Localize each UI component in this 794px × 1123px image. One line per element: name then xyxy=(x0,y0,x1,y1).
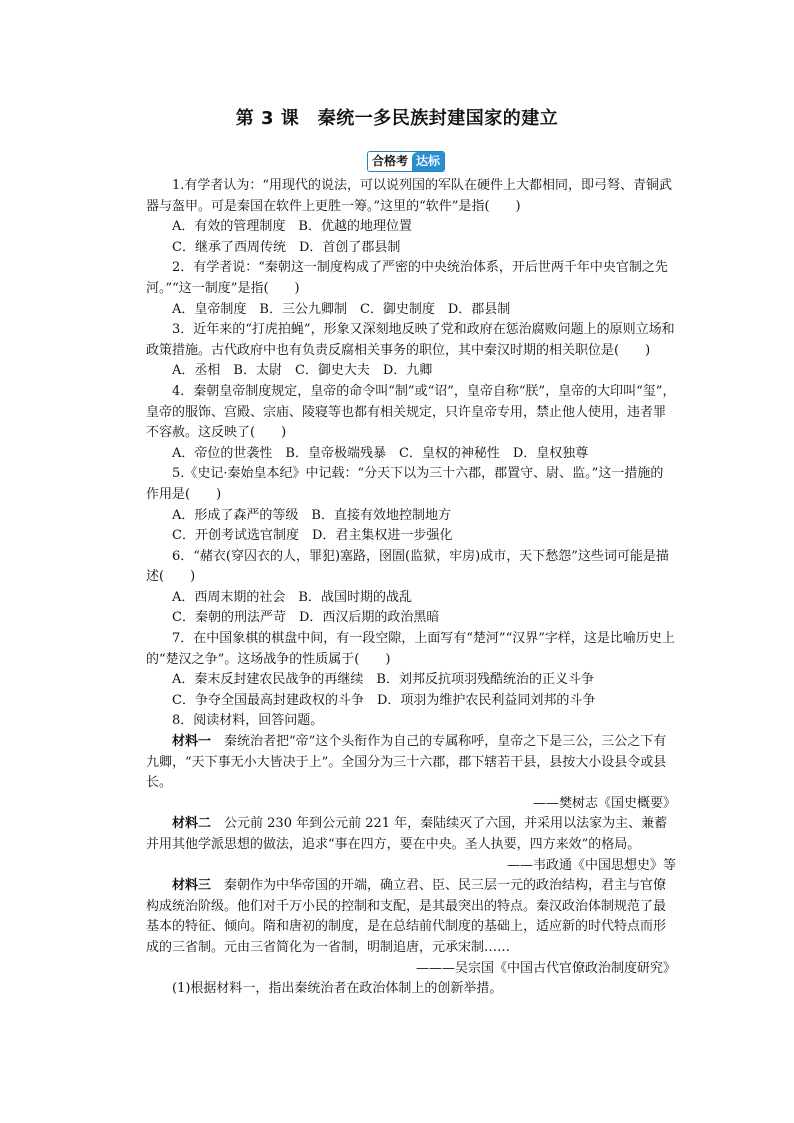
question-options: C．继承了西周传统 D．首创了郡县制 xyxy=(172,239,401,255)
material-label: 材料三 xyxy=(172,878,212,894)
question-options: A．帝位的世袭性 B．皇帝极端残暴 C．皇权的神秘性 D．皇权独尊 xyxy=(172,445,589,461)
material-text: 秦朝作为中华帝国的开端，确立君、臣、民三层一元的政治结构，君主与官僚构成统治阶级。他们对千万小民的控制和支配，是其最突出的特点。秦汉政治体制规范了最基本的特征、倾向。隋和唐初的制度，是在总结前代制度的基础上，适应新的时代特点而形成的三省制。元由三省简化为一省制，明制追唐，元承宋制…… xyxy=(146,878,667,955)
question-5 xyxy=(146,464,676,546)
question-stem: 1.有学者认为：“用现代的说法，可以说列国的军队在硬件上大都相同，即弓弩、青铜武器与盔甲。可是秦国在软件上更胜一筹。”这里的“软件”是指( ) xyxy=(146,178,673,214)
question-options: C．争夺全国最高封建政权的斗争 D．项羽为维护农民利益同刘邦的斗争 xyxy=(172,692,596,708)
material-2 xyxy=(146,814,676,855)
badge-label-right: 达标 xyxy=(412,152,444,171)
question-list xyxy=(146,176,676,1000)
material-text: 公元前 230 年到公元前 221 年，秦陆续灭了六国，并采用以法家为主、兼蓄并用其他学派思想的做法，追求“事在四方，要在中央。圣人执要，四方来效”的格局。 xyxy=(146,816,668,852)
question-6 xyxy=(146,547,676,629)
question-stem: 3．近年来的“打虎拍蝇”，形象又深刻地反映了党和政府在惩治腐败问题上的原则立场和政策措施。古代政府中也有负责反腐相关事务的职位，其中秦汉时期的相关职位是( ) xyxy=(146,322,675,358)
question-7 xyxy=(146,629,676,711)
question-stem: 5.《史记·秦始皇本纪》中记载：“分天下以为三十六郡，郡置守、尉、监。”这一措施的作用是( ) xyxy=(146,466,664,502)
question-2 xyxy=(146,258,676,320)
question-4 xyxy=(146,382,676,464)
question-stem: 2．有学者说：“秦朝这一制度构成了严密的中央统治体系，开后世两千年中央官制之先河。”“这一制度”是指( ) xyxy=(146,260,668,296)
question-3 xyxy=(146,320,676,382)
question-stem: 4．秦朝皇帝制度规定，皇帝的命令叫“制”或“诏”，皇帝自称“朕”，皇帝的大印叫“玺”，皇帝的服饰、宫殿、宗庙、陵寝等也都有相关规定，只许皇帝专用，禁止他人使用，违者罪不容赦。这反映了( ) xyxy=(146,383,676,441)
question-options: A．皇帝制度 B．三公九卿制 C．御史制度 D．郡县制 xyxy=(172,301,511,317)
question-options: A．丞相 B．太尉 C．御史大夫 D．九卿 xyxy=(172,363,433,379)
question-8 xyxy=(146,711,676,999)
question-options: A．秦末反封建农民战争的再继续 B．刘邦反抗项羽残酷统治的正义斗争 xyxy=(172,672,594,688)
sub-question-1: (1)根据材料一，指出秦统治者在政治体制上的创新举措。 xyxy=(172,981,503,997)
question-options: C．开创考试选官制度 D．君主集权进一步强化 xyxy=(172,528,453,544)
question-options: A．有效的管理制度 B．优越的地理位置 xyxy=(172,219,412,235)
question-options: A．西周末期的社会 B．战国时期的战乱 xyxy=(172,589,412,605)
question-stem: 7．在中国象棋的棋盘中间，有一段空隙，上面写有“楚河”“汉界”字样，这是比喻历史上的“楚汉之争”。这场战争的性质属于( ) xyxy=(146,631,675,667)
material-text: 秦统治者把“帝”这个头衔作为自己的专属称呼，皇帝之下是三公，三公之下有九卿，“天下事无小大皆决于上”。全国分为三十六郡，郡下辖若干县，县按大小设县令或县长。 xyxy=(146,734,667,791)
badge-label-left: 合格考 xyxy=(368,152,412,171)
material-source: ——樊树志《国史概要》 xyxy=(532,795,676,811)
material-label: 材料一 xyxy=(172,734,212,750)
material-source: ———吴宗国《中国古代官僚政治制度研究》 xyxy=(415,960,676,976)
material-label: 材料二 xyxy=(172,816,212,832)
material-1 xyxy=(146,732,676,794)
question-stem: 6．“赭衣(穿囚衣的人，罪犯)塞路，囹圄(监狱，牢房)成市，天下愁怨”这些词可能是描述( ) xyxy=(146,548,669,585)
question-stem: 8．阅读材料，回答问题。 xyxy=(172,713,324,729)
material-source: ——韦政通《中国思想史》等 xyxy=(506,857,676,873)
material-3 xyxy=(146,876,676,958)
section-badge xyxy=(367,151,445,172)
question-1 xyxy=(146,176,676,258)
page-title: 第 3 课 秦统一多民族封建国家的建立 xyxy=(235,108,559,129)
question-options: C．秦朝的刑法严苛 D．西汉后期的政治黑暗 xyxy=(172,610,440,626)
question-options: A．形成了森严的等级 B．直接有效地控制地方 xyxy=(172,507,451,523)
